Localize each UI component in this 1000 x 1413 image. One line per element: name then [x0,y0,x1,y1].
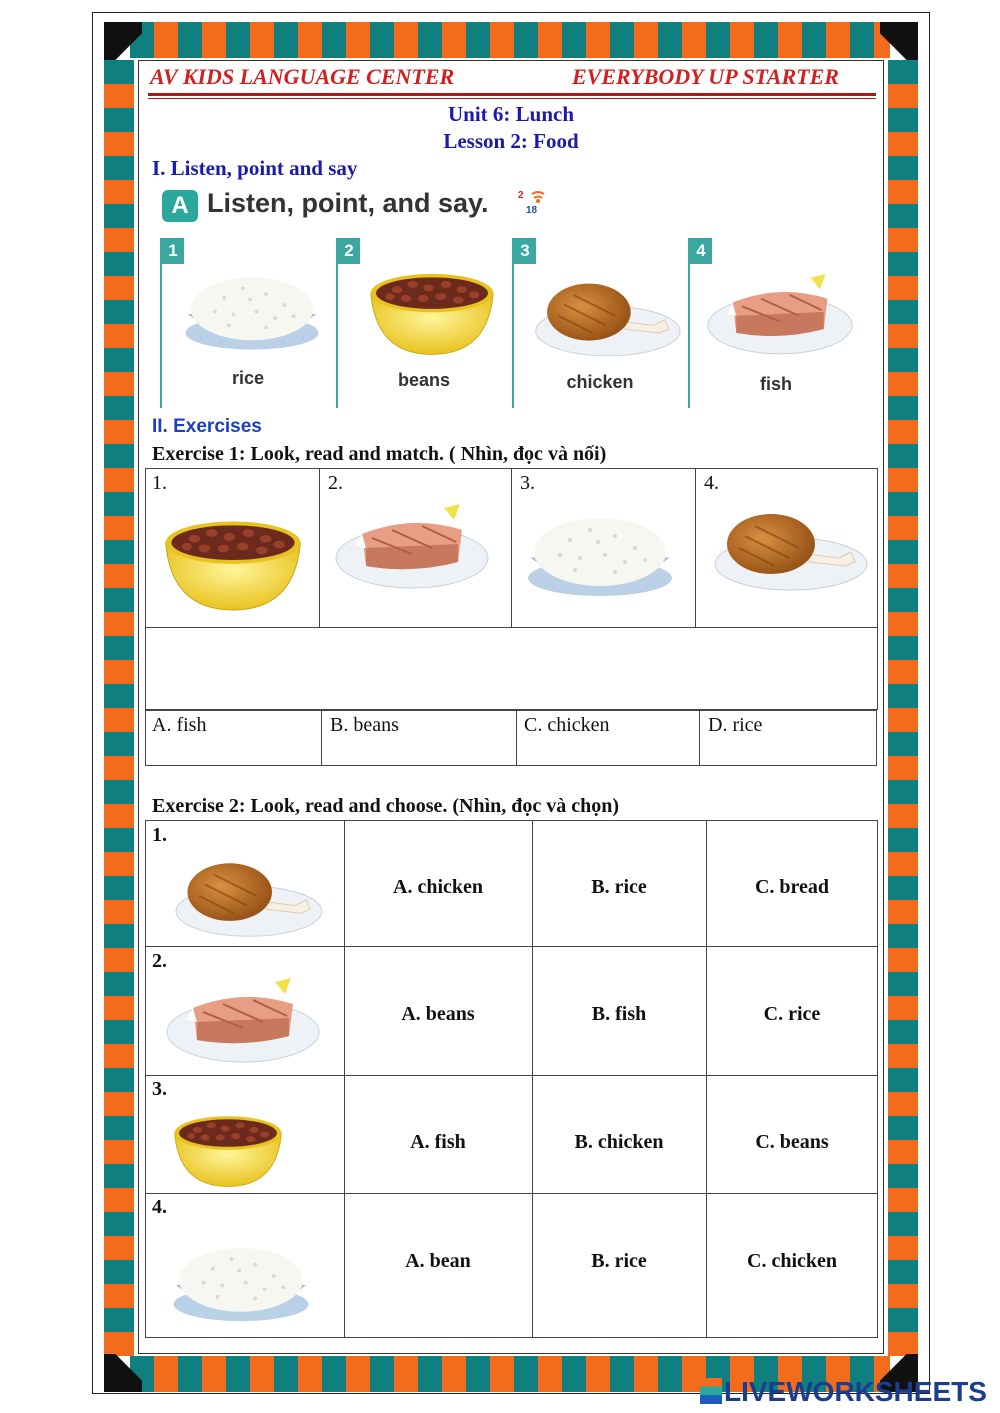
ex1-option-d[interactable]: D. rice [708,714,763,736]
ex2-row2-number: 2. [152,950,167,972]
ex1-option-c[interactable]: C. chicken [524,714,610,736]
ex2-row-divider-2 [145,1075,878,1076]
ex1-opt-divider-2 [516,710,517,766]
fish-image [704,264,856,360]
ex1-option-a[interactable]: A. fish [152,714,207,736]
exercise1-title: Exercise 1: Look, read and match. ( Nhìn, đọc và nối) [152,443,607,465]
section1-heading: I. Listen, point and say [152,156,358,180]
header-rule-thin [148,98,876,99]
header-series-name: EVERYBODY UP STARTER [572,64,839,89]
header-center-name: AV KIDS LANGUAGE CENTER [150,64,455,89]
ex2-row4-rice-image [166,1226,316,1330]
beans-image [362,256,502,360]
section2-heading: II. Exercises [152,416,262,437]
ex1-beans-image[interactable] [156,500,310,618]
ex1-rice-image[interactable] [520,498,680,602]
item3-number: 3 [514,238,536,264]
ex2-row2-fish-image [160,968,326,1068]
ex2-row-divider-3 [145,1193,878,1194]
ex1-options-row [145,710,877,766]
banner-text: Listen, point, and say. [207,188,489,218]
ex2-row3-number: 3. [152,1078,167,1100]
ex2-row1-option-c[interactable]: C. bread [754,876,830,898]
ex2-row4-number: 4. [152,1196,167,1218]
ex2-row3-option-b[interactable]: B. chicken [574,1131,664,1153]
ex2-row2-option-b[interactable]: B. fish [591,1003,647,1025]
ex1-divider-2 [511,468,512,628]
ex1-divider-1 [319,468,320,628]
ex1-matching-space [145,628,878,710]
ex1-opt-divider-3 [699,710,700,766]
item4-number: 4 [690,238,712,264]
item1-number: 1 [162,238,184,264]
unit-title: Unit 6: Lunch [447,102,575,126]
ex2-row1-option-b[interactable]: B. rice [591,876,647,898]
ex2-row2-option-a[interactable]: A. beans [401,1003,475,1025]
ex2-row1-chicken-image [166,846,328,942]
item2-number: 2 [338,238,360,264]
ex2-row4-option-b[interactable]: B. rice [591,1250,647,1272]
border-right [888,60,918,1356]
ex1-option-b[interactable]: B. beans [330,714,399,736]
ex1-divider-3 [695,468,696,628]
ex1-opt-divider-1 [321,710,322,766]
item3-label: chicken [566,372,634,392]
ex1-chicken-image[interactable] [708,496,870,596]
ex1-number-2: 2. [328,472,343,494]
liveworksheets-logo-text[interactable]: LIVEWORKSHEETS [724,1376,987,1407]
ex2-row2-option-c[interactable]: C. rice [763,1003,821,1025]
ex2-row3-option-c[interactable]: C. beans [755,1131,829,1153]
ex2-row3-beans-image [156,1104,300,1188]
ex2-row3-option-a[interactable]: A. fish [410,1131,466,1153]
ex2-row4-option-c[interactable]: C. chicken [747,1250,837,1272]
rice-image [178,258,326,356]
lesson-title: Lesson 2: Food [443,129,579,153]
audio-track-bottom: 18 [526,205,538,216]
item1-label: rice [231,368,265,388]
exercise2-title: Exercise 2: Look, read and choose. (Nhìn, đọc và chọn) [152,795,620,817]
ex2-row1-number: 1. [152,824,167,846]
ex1-number-3: 3. [520,472,535,494]
ex1-number-1: 1. [152,472,167,494]
ex1-number-4: 4. [704,472,719,494]
ex2-row1-option-a[interactable]: A. chicken [393,876,483,898]
ex1-fish-image[interactable] [332,494,492,594]
banner-letter-badge: A [162,190,198,222]
audio-track-top: 2 [518,190,524,201]
ex2-row-divider-1 [145,946,878,947]
ex2-row4-option-a[interactable]: A. bean [405,1250,471,1272]
item2-label: beans [397,370,451,390]
border-left [104,60,134,1356]
item4-label: fish [759,374,792,394]
header-rule [148,93,876,96]
liveworksheets-logo-icon [700,1378,722,1404]
border-top [130,22,890,58]
chicken-image [530,266,682,362]
